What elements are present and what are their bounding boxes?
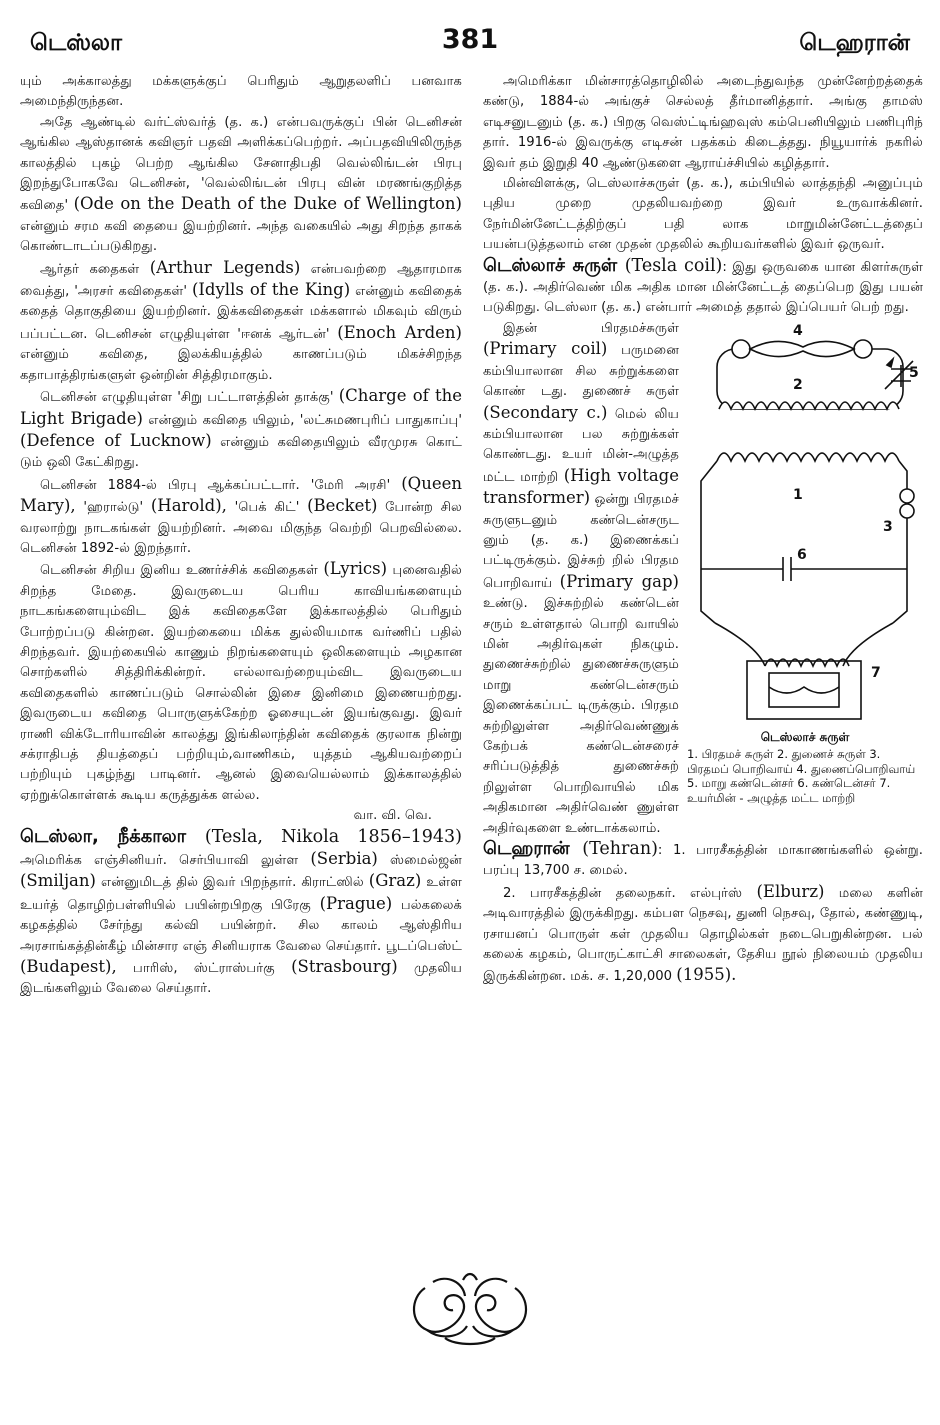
transformer-coil bbox=[765, 659, 849, 666]
label-7: 7 bbox=[871, 664, 881, 681]
paragraph: யும் அக்காலத்து மக்களுக்குப் பெரிதும் ஆறுதலளிப் பனவாக அமைந்திருந்தன. bbox=[20, 74, 462, 110]
transformer-core-outer bbox=[747, 661, 861, 719]
transformer-leads bbox=[715, 623, 893, 666]
primary-circuit-left bbox=[701, 461, 717, 623]
entry-tesla-coil-intro: டெஸ்லாச் சுருள் (Tesla coil): இது ஒருவகை யான கிளர்சுருள் (த. க.). அதிர்வெண் மிக அதிக மான மின்னேட்டத் தைப்பெற இது பயன் படுகிறது. டெஸ்லா (த. க.) என்பார் அமைத் ததால் இப்பெயர் பெற் றது. bbox=[483, 255, 923, 316]
label-6: 6 bbox=[797, 546, 807, 563]
headword: டெஸ்லா, நீக்காலா (Tesla, Nikola 1856–1943) bbox=[20, 825, 462, 847]
paragraph: இதன் பிரதமச்சுருள் (Primary coil) பருமனை கம்பியாலான சில சுற்றுக்களை கொண் டது. துணைச் சுருள் (Secondary c.) மெல் லிய கம்பியாலான பல சுற்றுக்கள் கொண்டது. உயர் மின்-அழுத்த மட்ட மாற்றி (High voltage transformer) ஒன்று பிரதமச் சுருளுடனும் கண்டென்சருட னும் (த. க.) இணைக்கப் பட்டிருக்கும். இச்சுற் றில் பிரதம பொறிவாய் (Primary gap) உண்டு. இச்சுற்றில் கண்டென் சரும் உள்ளதால் பொறி வாயில் மின் அதிர்வுகள் நிகழும். துணைச்சுற்றில் துணைச்சுருளும் மாறு கண்டென்சரும் இணைக்கப்பட் டிருக்கும். பிரதம சுற்றிலுள்ள அதிர்வெண்ணுக் கேற்பக் கண்டென்சரைச் சரிப்படுத்தித் துணைச்சுற் றிலுள்ள பொறிவாயில் மிக அதிகமான அதிர்வெண் ணுள்ள அதிர்வுகளை உண்டாக்கலாம். bbox=[483, 320, 679, 836]
primary-circuit-right-lower bbox=[893, 518, 907, 623]
headword: டெஸ்லாச் சுருள் (Tesla coil) bbox=[483, 255, 723, 276]
entry-tesla-coil bbox=[483, 256, 923, 839]
primary-gap-ball-top bbox=[900, 489, 914, 503]
gap-ball-right bbox=[854, 340, 872, 358]
variable-condenser-arrow bbox=[887, 359, 893, 367]
right-column bbox=[483, 72, 923, 988]
label-5: 5 bbox=[909, 364, 919, 381]
paragraph: மின்விளக்கு, டெஸ்லாச்சுருள் (த. க.), கம்பியில் லாத்தந்தி அனுப்பும் புதிய முறை முதலியவற்றை இவர் உருவாக்கினர். நேர்மின்னேட்டத்திற்குப் பதி லாக மாறுமின்னேட்டத்தைப் பயன்படுத்தலாம் என முதன் முதலில் கூறியவர்களில் இவர் ஒருவர். bbox=[483, 176, 923, 253]
paragraph: டெனிசன் 1884-ல் பிரபு ஆக்கப்பட்டார். 'மேரி அரசி' (Queen Mary), 'ஹரால்டு' (Harold), 'பெக் கிட்' (Becket) போன்ற சில வரலாற்று நாடகங்கள் இயற்றினர். அவை மிகுந்த வெற்றி பெறவில்லை. டெனிசன் 1892-ல் இறந்தார். bbox=[20, 473, 462, 556]
running-head-left: டெஸ்லா bbox=[30, 30, 123, 56]
primary-circuit-right-upper bbox=[899, 461, 907, 489]
author-signature: வா. வி. வெ. bbox=[353, 808, 432, 824]
figure-caption: 1. பிரதமச் சுருள் 2. துணைச் சுருள் 3. பிரதமப் பொறிவாய் 4. துணைப்பொறிவாய் 5. மாறு கண்டென்சர் 6. கண்டென்சர் 7. உயர்மின் - அழுத்த மட்ட மாற்றி bbox=[687, 747, 916, 805]
gap-ball-left bbox=[732, 340, 750, 358]
primary-gap-ball-bottom bbox=[900, 504, 914, 518]
label-1: 1 bbox=[793, 486, 803, 503]
primary-coil bbox=[717, 453, 899, 461]
entry-tesla-nikola: டெஸ்லா, நீக்காலா (Tesla, Nikola 1856–1943) அமெரிக்க எஞ்சினியர். செர்பியாவி லுள்ள (Serbia) ஸ்மைல்ஜன் (Smiljan) என்னுமிடத் தில் இவர் பிறந்தார். கிராட்ஸில் (Graz) உள்ள உயர்த் தொழிற்பள்ளியில் பயின்றபிறகு பிரேகு (Prague) பல்கலைக் கழகத்தில் சேர்ந்து கல்வி பயின்றர். சில காலம் ஆஸ்திரிய அரசாங்கத்தின்கீழ் மின்சார எஞ் சினியராக வேலை செய்தார். பூடப்பெஸ்ட் (Budapest), பாரிஸ், ஸ்ட்ராஸ்பர்கு (Strasbourg) முதலிய இடங்களிலும் வேலை செய்தார். bbox=[20, 825, 462, 997]
left-column bbox=[20, 72, 462, 1000]
paragraph: அதே ஆண்டில் வர்ட்ஸ்வர்த் (த. க.) என்பவருக்குப் பின் டெனிசன் ஆங்கில ஆஸ்தானக் கவிஞர் பதவி அளிக்கப்பெற்றர். அப்பதவியிலிருந்த காலத்தில் புகழ் பெற்ற ஆங்கில சேனாதிபதி வெல்லிங்டன் பிரபு இறந்துபோகவே டெனிசன், 'வெல்லிங்டன் பிரபு வின் மரணங்குறித்த கவிதை' (Ode on the Death of the Duke of Wellington) என்னும் சரம கவி தையை இயற்றினர். அந்த வகையில் அது சிறந்த தாகக் கொண்டாடப்படுகிறது. bbox=[20, 114, 462, 255]
label-2: 2 bbox=[793, 376, 803, 393]
tesla-coil-figure bbox=[687, 321, 923, 805]
paragraph: 2. பாரசீகத்தின் தலைநகர். எல்புர்ஸ் (Elburz) மலை களின் அடிவாரத்தில் இருக்கிறது. கம்பள நெசவு, துணி நெசவு, தோல், கண்ணுடி, ரசாயனப் பொருள் கள் முதலிய தொழில்கள் நடைபெறுகின்றன. பல் கலைக் கழகம், பொருட்காட்சி சாலைகள், தேசிய நூல் நிலையம் முதலிய இருக்கின்றன. மக். ச. 1,20,000 (1955). bbox=[483, 881, 923, 985]
headword: டெஹரான் (Tehran) bbox=[483, 838, 658, 860]
ornament-icon bbox=[405, 1268, 535, 1348]
secondary-spark-gap bbox=[750, 341, 854, 356]
label-4: 4 bbox=[793, 322, 803, 339]
paragraph: அமெரிக்கா மின்சாரத்தொழிலில் அடைந்துவந்த முன்னேற்றத்தைக் கண்டு, 1884-ல் அங்குச் செல்லத் தீர்மானித்தார். அங்கு தாமஸ் எடிசனுடனும் (த. க.) பிறகு வெஸ்ட்டிங்ஹவுஸ் கம்பெனியிலும் பணிபுரிந் தார். 1916-ல் இவருக்கு எடிசன் பதக்கம் கிடைத்தது. நியூயார்க் நகரில் இவர் தம் இறுதி 40 ஆண்டுகளை ஆராய்ச்சியில் கழித்தார். bbox=[483, 74, 923, 171]
label-3: 3 bbox=[883, 518, 893, 535]
paragraph: ஆர்தர் கதைகள் (Arthur Legends) என்பவற்றை ஆதாரமாக வைத்து, 'அரசர் கவிதைகள்' (Idylls of the King) என்னும் கவிதைக் கதைத் தொகுதியை இயற்றினர். இக்கவிதைகள் மக்களால் மிகவும் விரும் பப்பட்டன. டெனிசன் எழுதியுள்ள 'ஈனக் ஆர்டன்' (Enoch Arden) என்னும் கவிதை, இலக்கியத்தில் காணப்படும் மிகச்சிறந்த கதாபாத்திரங்களுள் ஒன்றின் சித்திரமாகும். bbox=[20, 257, 462, 383]
paragraph: டெனிசன் எழுதியுள்ள 'சிறு பட்டாளத்தின் தாக்கு' (Charge of the Light Brigade) என்னும் கவிதை யிலும், 'லட்சுமணபுரிப் பாதுகாப்பு' (Defence of Lucknow) என்னும் கவிதையிலும் வீரமுரசு கொட் டும் ஒலி கேட்கிறது. bbox=[20, 386, 463, 471]
secondary-coil bbox=[719, 402, 899, 409]
page-number: 381 bbox=[441, 24, 499, 55]
tesla-coil-diagram bbox=[687, 321, 923, 725]
paragraph: டெனிசன் சிறிய இனிய உணர்ச்சிக் கவிதைகள் (Lyrics) புனைவதில் சிறந்த மேதை. இவருடைய பெரிய காவியங்களையும் நாடகங்களையும்விட இக் கவிதைகளே இக்காலத்தில் பெரிதும் போற்றப்படு கின்றன. இயற்கையை மிக்க துல்லியமாக வர்ணிப் பதில் சிறந்தவர். இயற்கையில் காணும் நிறங்களையும் ஒலிகளையும் அழகான சொற்களில் சித்திரிக்கின்றர். எல்லாவற்றையும்விட இவருடைய கவிதைகளில் காணப்படும் சொல்லின் இசை இனிமை இணையற்றது. இவருடைய கவிதை பொருளுக்கேற்ற ஓசையுடன் இயங்குவது. இவர் ராணி விக்டோரியாவின் காலத்து இங்கிலாந்தின் கவிதைக் குரலாக நின்று சக்ராதிபத் தியத்தைப் பற்றியும்,வாணிகம், யுத்தம் ஆகியவற்றைப் பற்றியும் புகழ்ந்து பாடினர். ஆனல் இவையெல்லாம் இக்காலத்தில் ஏற்றுக்கொள்ளக் கூடிய கருத்துக்க ளல்ல. bbox=[20, 559, 462, 803]
page-header bbox=[20, 24, 920, 66]
running-head-right: டெஹரான் bbox=[799, 30, 910, 56]
secondary-circuit-loop bbox=[717, 349, 903, 409]
transformer-core-inner bbox=[769, 673, 839, 707]
figure-caption-title: டெஸ்லாச் சுருள் bbox=[760, 729, 850, 744]
transformer-inner-winding bbox=[769, 687, 839, 693]
entry-tehran: டெஹரான் (Tehran): 1. பாரசீகத்தின் மாகாணங்களில் ஒன்று. பரப்பு 13,700 ச. மைல். bbox=[483, 838, 923, 879]
